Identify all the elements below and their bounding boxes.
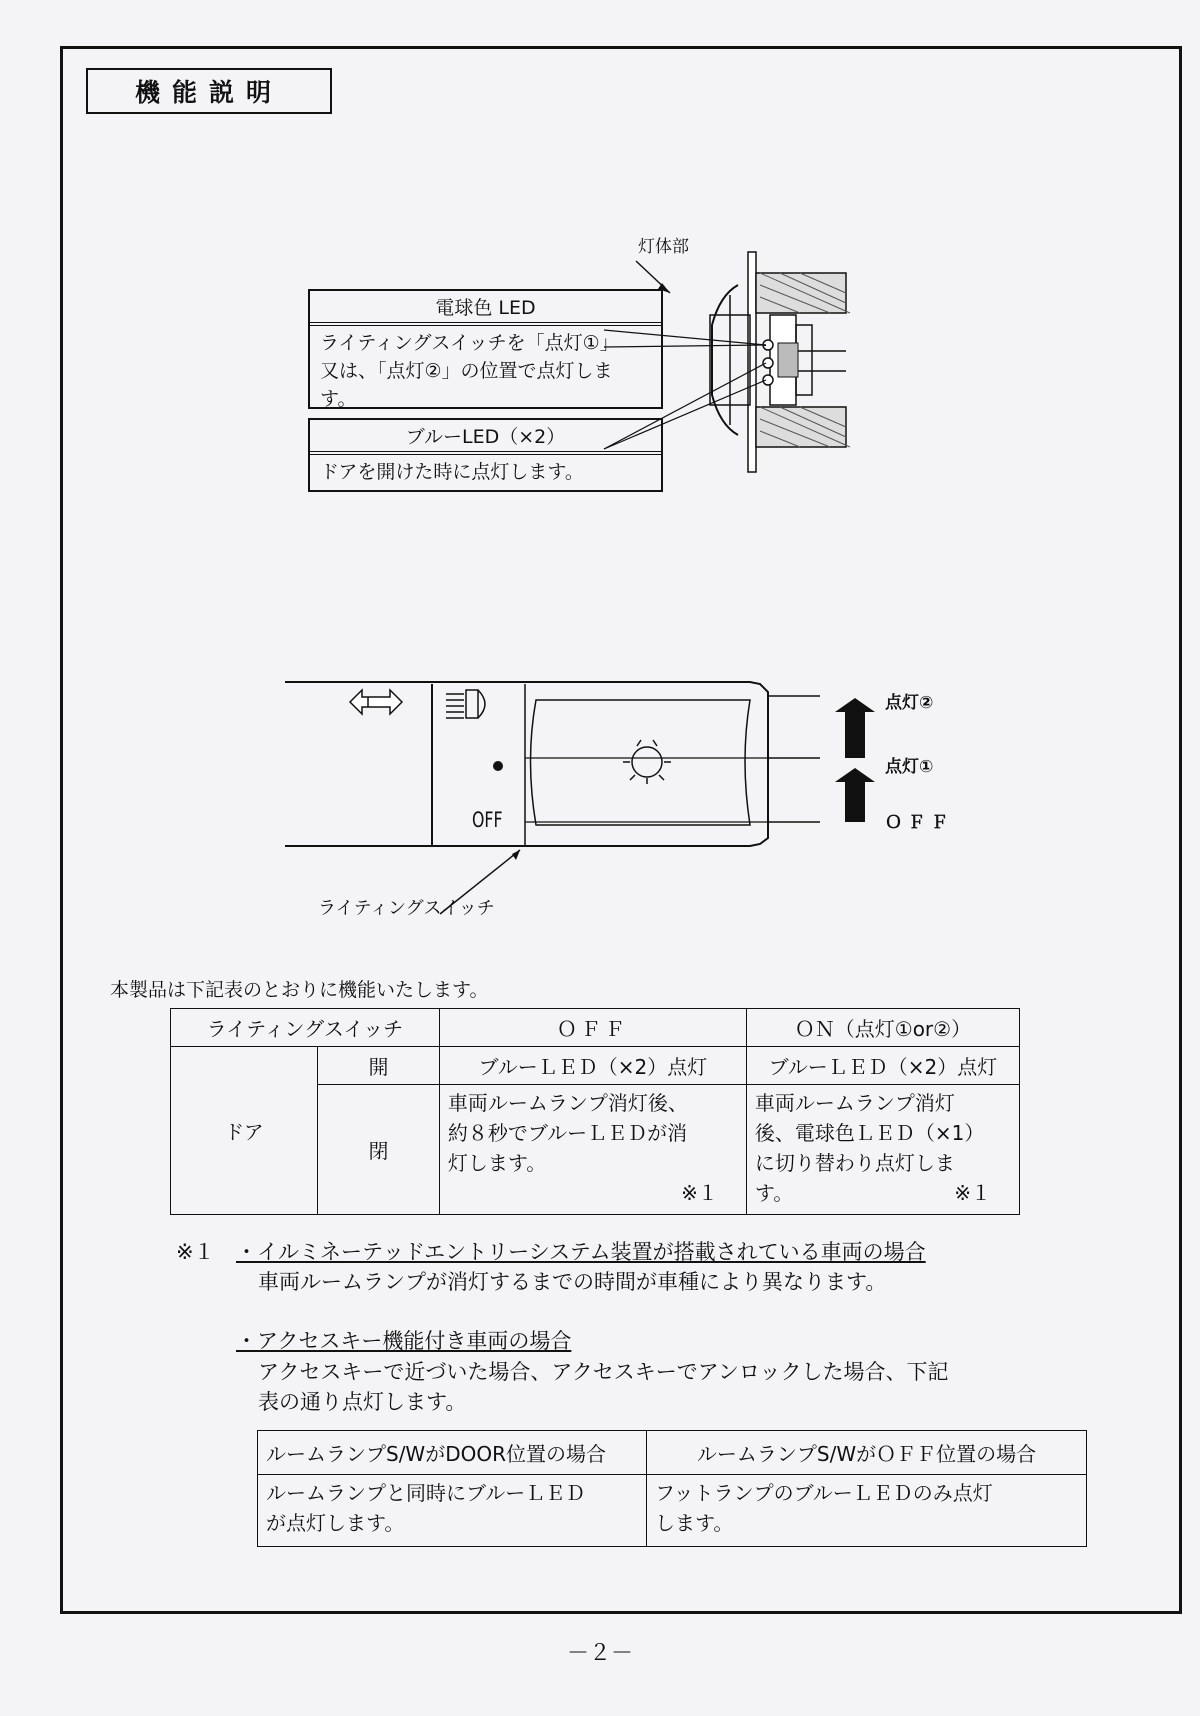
note-item2-text-1: アクセスキーで近づいた場合、アクセスキーでアンロックした場合、下記: [258, 1360, 949, 1384]
housing-label: 灯体部: [638, 237, 689, 257]
lighting-switch-diagram: [280, 670, 960, 920]
warm-led-heading: 電球色 LED: [310, 291, 661, 326]
close-on-text-4: す。: [754, 1181, 794, 1205]
close-on-text-2: 後、電球色ＬＥＤ（×1）: [754, 1121, 985, 1145]
close-off-note: ※１: [681, 1181, 718, 1205]
warm-led-callout: [308, 289, 663, 409]
header-lighting-switch: ライティングスイッチ: [171, 1009, 440, 1047]
note-item2-title: ・アクセスキー機能付き車両の場合: [236, 1329, 572, 1353]
close-on-note: ※１: [954, 1181, 991, 1205]
row-open: 開: [318, 1047, 440, 1085]
close-off-text-1: 車両ルームランプ消灯後、: [447, 1091, 688, 1115]
warm-led-text-3: す。: [320, 388, 357, 410]
function-table: [170, 1008, 1020, 1215]
page-number: －２－: [566, 1641, 633, 1666]
header-off-position: ルームランプS/WがＯＦＦ位置の場合: [647, 1431, 1087, 1475]
close-off-text-3: 灯します。: [447, 1151, 547, 1175]
warm-led-text-1: ライティングスイッチを「点灯①」: [320, 332, 619, 354]
note-mark: ※１: [176, 1240, 215, 1264]
blue-led-text: ドアを開けた時に点灯します。: [320, 461, 584, 483]
close-off-cell: [439, 1085, 746, 1215]
close-off-text-2: 約８秒でブルーＬＥＤが消: [447, 1121, 688, 1145]
close-on-text-3: に切り替わり点灯しま: [754, 1151, 955, 1175]
section-title: 機能説明: [86, 68, 332, 114]
header-on: ＯＮ（点灯①or②）: [746, 1009, 1019, 1047]
off-position-text-1: フットランプのブルーＬＥＤのみ点灯: [655, 1481, 993, 1505]
note-item1-text: 車両ルームランプが消灯するまでの時間が車種により異なります。: [258, 1270, 887, 1294]
off-position-text-2: します。: [655, 1511, 734, 1535]
blue-led-heading: ブルーLED（×2）: [310, 420, 661, 455]
position-1-label: 点灯①: [885, 757, 934, 777]
close-on-text-1: 車両ルームランプ消灯: [754, 1091, 955, 1115]
row-close: 閉: [318, 1085, 440, 1215]
off-position-cell: [647, 1475, 1087, 1547]
note-item2-text-2: 表の通り点灯します。: [258, 1390, 467, 1414]
access-key-table: [257, 1430, 1087, 1547]
warm-led-text-2: 又は、「点灯②」の位置で点灯しま: [320, 360, 613, 382]
blue-led-callout: [308, 418, 663, 492]
close-on-cell: [746, 1085, 1019, 1215]
door-position-text-2: が点灯します。: [266, 1511, 405, 1535]
off-position-label: ＯＦＦ: [885, 813, 954, 833]
header-off: ＯＦＦ: [439, 1009, 746, 1047]
door-position-text-1: ルームランプと同時にブルーＬＥＤ: [266, 1481, 586, 1505]
lighting-switch-label: ライティングスイッチ: [318, 898, 495, 919]
open-off-cell: ブルーＬＥＤ（×2）点灯: [439, 1047, 746, 1085]
position-2-label: 点灯②: [885, 693, 934, 713]
note-item1-title: ・イルミネーテッドエントリーシステム装置が搭載されている車両の場合: [236, 1240, 926, 1264]
intro-text: 本製品は下記表のとおりに機能いたします。: [110, 979, 489, 1001]
row-door: ドア: [171, 1047, 318, 1215]
door-position-cell: [258, 1475, 647, 1547]
header-door-position: ルームランプS/WがDOOR位置の場合: [258, 1431, 647, 1475]
knob-off-label: OFF: [472, 808, 503, 832]
open-on-cell: ブルーＬＥＤ（×2）点灯: [746, 1047, 1019, 1085]
